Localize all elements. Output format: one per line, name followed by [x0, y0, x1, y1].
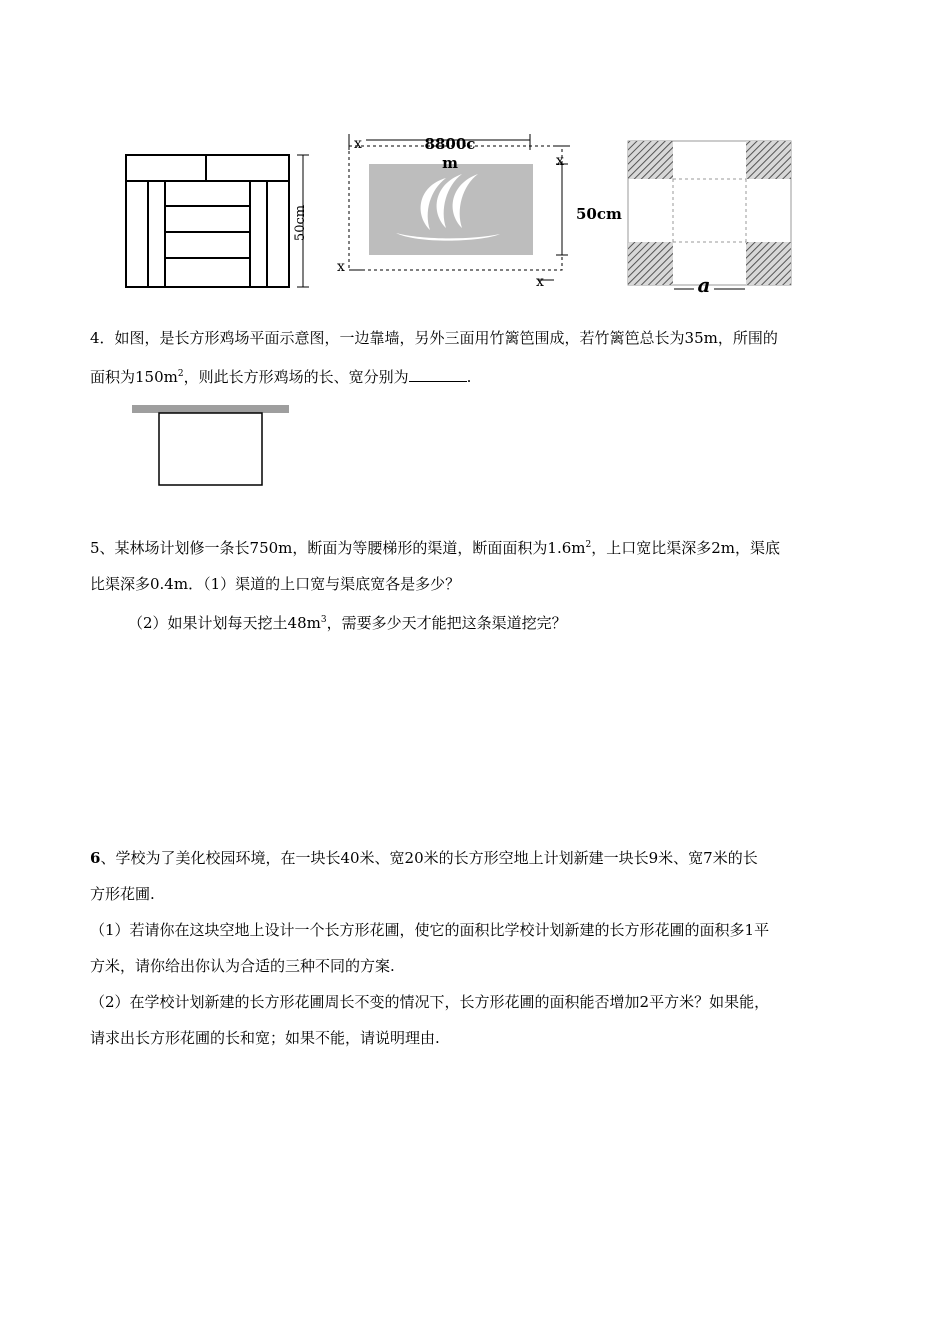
q4-line-2-end: .	[466, 368, 472, 386]
q5-line-3-b: ，需要多少天才能把这条渠道挖完？	[326, 614, 567, 632]
x-label-bottomleft: x	[337, 259, 345, 275]
q6-line-2: 方形花圃.	[90, 885, 155, 903]
q5-line-3	[90, 602, 860, 641]
q4-line-2-b: ，则此长方形鸡场的长、宽分别为	[183, 368, 409, 386]
answer-blank[interactable]	[409, 367, 467, 382]
q5-sup-1: 2	[585, 540, 592, 550]
question-4	[90, 320, 860, 395]
q5-sup-2: 3	[320, 615, 327, 625]
question-5	[90, 527, 860, 641]
q6-line-4: 方米，请你给出你认为合适的三种不同的方案.	[90, 957, 395, 975]
q6-line-3: （1）若请你在这块空地上设计一个长方形花圃，使它的面积比学校计划新建的长方形花圃的面积多1平	[90, 921, 770, 939]
frame-height-label: 50cm	[576, 205, 622, 223]
q4-sup: 2	[177, 369, 184, 379]
chicken-pen-figure	[130, 402, 292, 492]
q4-line-2-a: 面积为150m	[90, 368, 178, 386]
q6-number: 6	[90, 849, 101, 867]
x-label-topleft: x	[354, 136, 362, 152]
x-label-topright: x	[556, 153, 564, 169]
frame-width-label-2: m	[442, 154, 458, 172]
q5-line-1	[90, 527, 860, 566]
q6-line-1-text: 、学校为了美化校园环境，在一块长40米、宽20米的长方形空地上计划新建一块长9米、宽7米的长	[100, 849, 758, 867]
q5-line-3-a: （2）如果计划每天挖土48m	[128, 614, 321, 632]
frame-figure	[322, 128, 622, 293]
shelf-figure	[118, 148, 318, 293]
q6-line-1	[90, 840, 860, 876]
square-corners-figure	[622, 134, 802, 300]
q4-line-1: 4．如图，是长方形鸡场平面示意图，一边靠墙，另外三面用竹篱笆围成，若竹篱笆总长为35m，所围的	[90, 329, 778, 347]
question-6	[90, 840, 860, 1056]
shelf-height-label: 50cm	[293, 204, 308, 242]
q5-line-1-a: 5、某林场计划修一条长750m，断面为等腰梯形的渠道，断面面积为1.6m	[90, 539, 586, 557]
q5-line-2: 比渠深多0.4m．（1）渠道的上口宽与渠底宽各是多少？	[90, 575, 461, 593]
q6-line-6: 请求出长方形花圃的长和宽；如果不能，请说明理由.	[90, 1029, 440, 1047]
q6-line-5: （2）在学校计划新建的长方形花圃周长不变的情况下，长方形花圃的面积能否增加2平方米？如果能，	[90, 993, 770, 1011]
q4-line-2	[90, 356, 860, 395]
frame-width-label-1: 8800c	[424, 135, 476, 153]
x-label-bottomright: x	[536, 274, 544, 290]
side-a-label: a	[697, 273, 711, 297]
q5-line-1-b: ，上口宽比渠深多2m，渠底	[591, 539, 780, 557]
